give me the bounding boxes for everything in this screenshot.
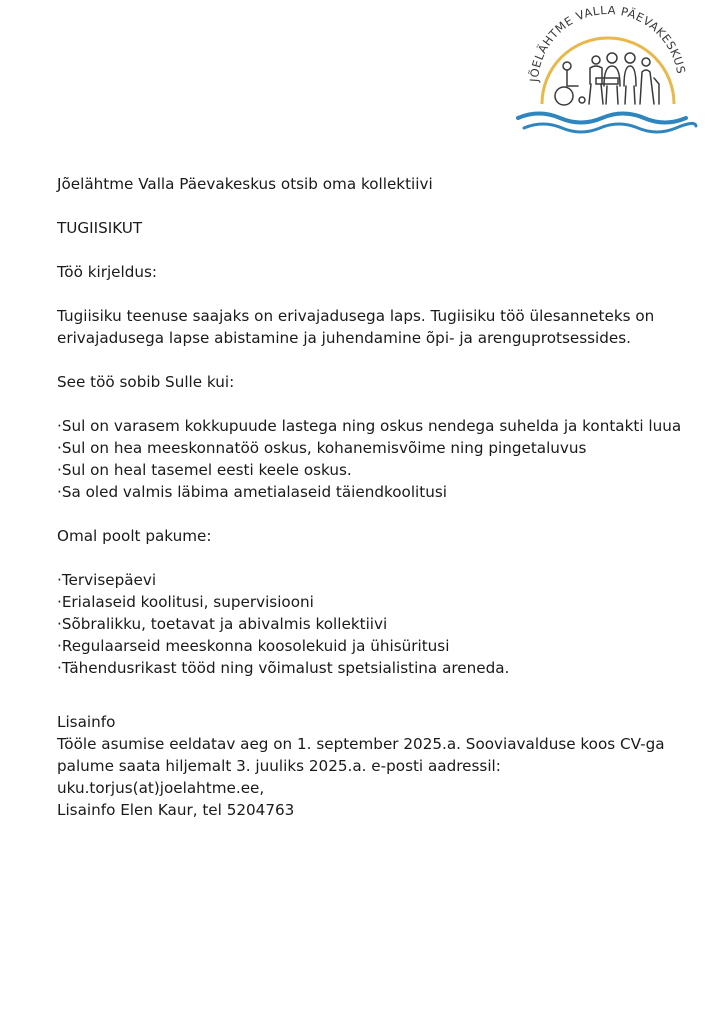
description-text-line-1: Tugiisiku teenuse saajaks on erivajadusega laps. Tugiisiku töö ülesanneteks on	[57, 307, 655, 325]
logo-text: JÕELÄHTME VALLA PÄEVAKESKUS	[527, 6, 689, 83]
logo-waves-icon	[518, 114, 696, 133]
info-heading: Lisainfo	[57, 713, 116, 731]
fit-heading: See töö sobib Sulle kui:	[57, 373, 235, 391]
info-text-line-2: palume saata hiljemalt 3. juuliks 2025.a. e-posti aadressil: uku.torjus(at)joelahtme.ee,	[57, 757, 501, 797]
list-item: ·Sul on heal tasemel eesti keele oskus.	[57, 461, 352, 479]
list-item: ·Sul on hea meeskonnatöö oskus, kohanemisvõime ning pingetaluvus	[57, 439, 587, 457]
logo-sun-arc	[542, 38, 674, 104]
position-title: TUGIISIKUT	[57, 219, 143, 237]
intro-text: Jõelähtme Valla Päevakeskus otsib oma kollektiivi	[57, 175, 433, 193]
list-item: ·Sul on varasem kokkupuude lastega ning oskus nendega suhelda ja kontakti luua	[57, 417, 682, 435]
organization-logo	[512, 6, 704, 138]
list-item: ·Erialaseid koolitusi, supervisiooni	[57, 593, 314, 611]
list-item: ·Tervisepäevi	[57, 571, 157, 589]
logo-people-icon	[555, 53, 659, 105]
info-text-line-3: Lisainfo Elen Kaur, tel 5204763	[57, 801, 295, 819]
logo-graphic	[512, 6, 704, 138]
description-heading: Töö kirjeldus:	[57, 263, 158, 281]
list-item: ·Sa oled valmis läbima ametialaseid täiendkoolitusi	[57, 483, 447, 501]
list-item: ·Regulaarseid meeskonna koosolekuid ja ühisüritusi	[57, 637, 450, 655]
description-text-line-2: erivajadusega lapse abistamine ja juhendamine õpi- ja arenguprotsessides.	[57, 329, 631, 347]
offer-heading: Omal poolt pakume:	[57, 527, 212, 545]
info-text-line-1: Tööle asumise eeldatav aeg on 1. september 2025.a. Sooviavalduse koos CV-ga	[57, 735, 665, 753]
job-posting	[57, 173, 697, 821]
list-item: ·Tähendusrikast tööd ning võimalust spetsialistina areneda.	[57, 659, 510, 677]
fit-list	[57, 415, 697, 503]
offer-list	[57, 569, 697, 679]
list-item: ·Sõbralikku, toetavat ja abivalmis kollektiivi	[57, 615, 388, 633]
